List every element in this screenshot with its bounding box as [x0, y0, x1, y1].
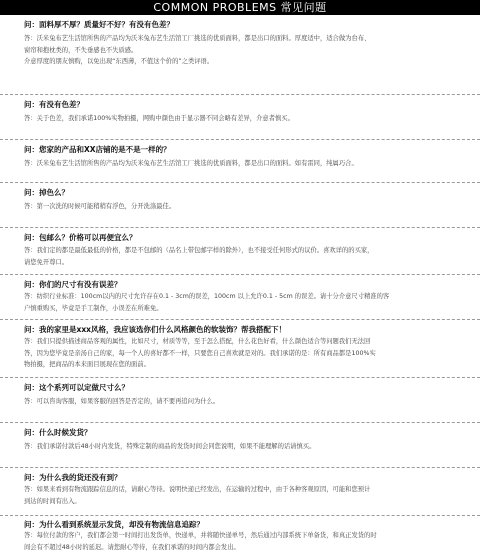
answer-line: 答：我们定的都是最低最低的价格，都是不包邮的（品名上带包邮字样的除外），也不接受任何形式的议价。喜欢详的的买家， [24, 245, 472, 257]
faq-item [0, 468, 480, 516]
faq-item [0, 228, 480, 275]
faq-item [0, 516, 480, 548]
answer-line: 物拍摄，把商品的本来面目展现在您的面前。 [24, 359, 472, 371]
faq-item [0, 423, 480, 468]
faq-answer [24, 291, 472, 314]
faq-item [0, 95, 480, 140]
faq-answer [24, 484, 472, 507]
answer-line: 介意厚度的朋友慎购，以免出现“东西薄，不值这个价的”之类评语。 [24, 56, 472, 68]
answer-line: 间会有不超过48小时的延迟。请您耐心等待，在我们承诺的时间内都会发出。 [24, 542, 472, 553]
faq-question: 问：有没有色差？ [24, 100, 84, 110]
faq-question: 问：我的家里是xxx风格，我应该选你们什么风格颜色的软装饰？帮我搭配下！ [24, 325, 286, 335]
answer-line: 窗帘和抱枕类的，不失垂感也不失质感。 [24, 45, 472, 57]
answer-line: 答：如果来看到有物流跟踪信息的话，请耐心等待。说明快递已经发出，在运输的过程中，由于各种客观原因，可能和您预计 [24, 484, 472, 496]
faq-item [0, 140, 480, 183]
answer-line: 答：关于色差，我们承诺100%实物拍摄，网购中颜色由于显示器不同会略有差异，介意者慎买。 [24, 113, 472, 125]
faq-answer [24, 336, 472, 371]
faq-question: 问：什么时候发货？ [24, 428, 92, 438]
answer-line: 答：纺织行业标准：100cm以内的尺寸允许存在0.1 - 3cm的误差，100cm 以上允许0.1 - 5cm 的误差。请十分介意尺寸精准的客 [24, 291, 472, 303]
answer-line: 答：沃米兔布艺生活馆所售的产品均为沃米兔布艺生活馆工厂挑选的优质面料，都是出口的面料。如有雷同，纯属巧合。 [24, 158, 472, 170]
faq-question: 问：这个系列可以定做尺寸么？ [24, 383, 129, 393]
header-title: COMMON PROBLEMS 常见问题 [153, 1, 326, 14]
faq-answer [24, 113, 472, 125]
answer-line: 答：我们承诺付款后48小时内发货，特殊定制的商品的发货时间会同您说明，如果不能理解的话请慎买。 [24, 441, 472, 453]
faq-item [0, 320, 480, 378]
faq-answer [24, 396, 472, 408]
faq-item [0, 378, 480, 423]
faq-answer [24, 33, 472, 68]
faq-question: 问：掉色么？ [24, 188, 69, 198]
faq-item [0, 183, 480, 228]
answer-line: 户慎重购买，毕竟是手工制作，小误差在所难免。 [24, 303, 472, 315]
faq-answer [24, 530, 472, 553]
faq-item [0, 15, 480, 95]
faq-question: 问：你们的尺寸有没有误差？ [24, 280, 122, 290]
answer-line: 答：沃米兔布艺生活馆所售的产品均为沃米兔布艺生活馆工厂挑选的优质面料，都是出口的面料。厚度适中，适合做为台布、 [24, 33, 472, 45]
faq-answer [24, 158, 472, 170]
faq-answer [24, 441, 472, 453]
faq-answer [24, 201, 472, 213]
faq-question: 问：为什么我的货还没有到？ [24, 473, 122, 483]
answer-line: 答，因为您毕竟是亲汤自己的家，每一个人的喜好都不一样，只要您自己喜欢就是对的。我们承诺的是：所有商品都是100%实 [24, 348, 472, 360]
faq-question: 问：包邮么？价格可以再便宜么？ [24, 233, 137, 243]
answer-line: 答：可以咨询客服，如果客服的回答是否定的，请不要再追问为什么。 [24, 396, 472, 408]
faq-answer [24, 245, 472, 268]
faq-item [0, 275, 480, 320]
answer-line: 答：每位付款的客户，我们都会第一时间打出发货单，快递单，并将随快递单号，然后通过内部系统下单备货，和真正发货的时 [24, 530, 472, 542]
answer-line: 答：第一次洗的时候可能稍稍有浮色，分开洗涤最佳。 [24, 201, 472, 213]
faq-question: 问：您家的产品和XX店铺的是不是一样的？ [24, 145, 171, 155]
answer-line: 到达的时间有出入。 [24, 496, 472, 508]
faq-question: 问：为什么看到系统显示发货，却没有物流信息追踪？ [24, 520, 204, 530]
faq-question: 问：面料厚不厚？质量好不好？有没有色差？ [24, 20, 174, 30]
answer-line: 请您免开尊口。 [24, 257, 472, 269]
answer-line: 答：我们只提供描述商品客观的属性，比如尺寸，材质等等，至于怎么搭配，什么花色好看，什么颜色适合等问题我们无法回 [24, 336, 472, 348]
page-header [0, 0, 480, 15]
